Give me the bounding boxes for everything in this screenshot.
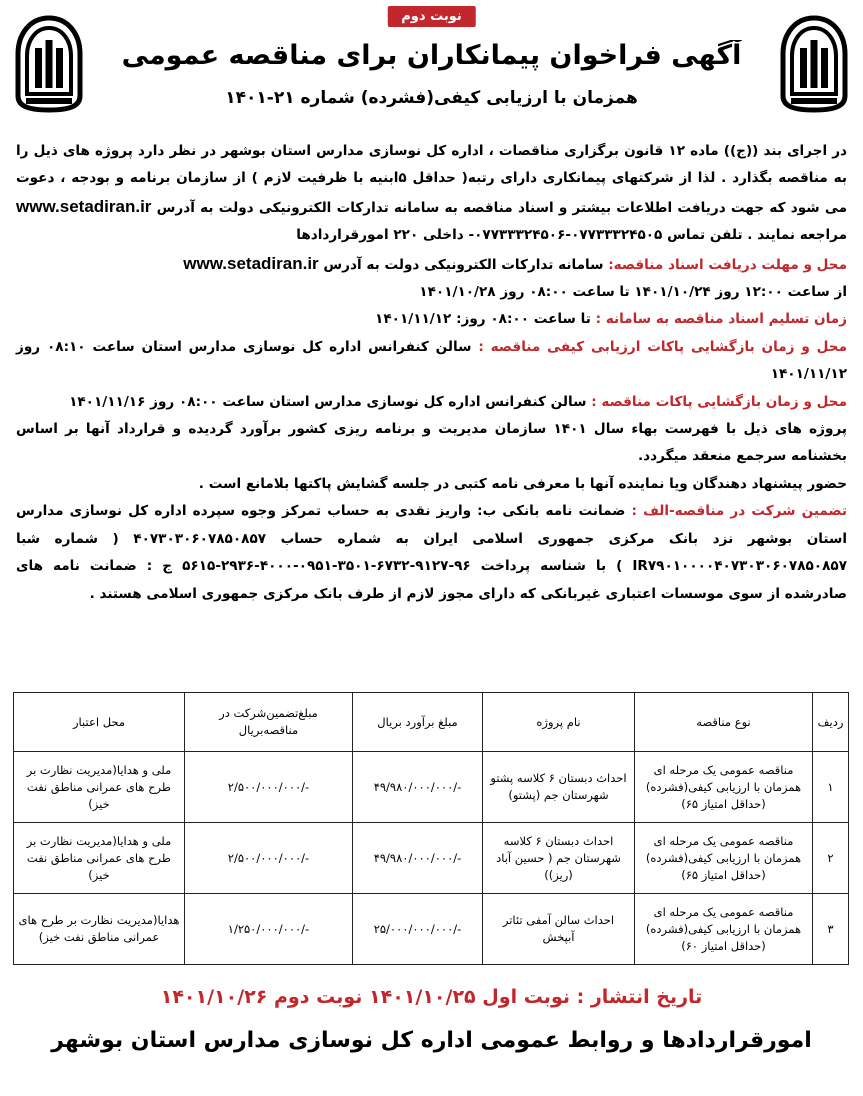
receive-url-link[interactable]: www.setadiran.ir [183, 253, 319, 273]
credit-source: ملی و هدایا(مدیریت نظارت بر طرح های عمرانی مناطق نفت خیز) [14, 752, 185, 823]
submit-paragraph [16, 306, 847, 333]
header-project-name: نام پروژه [483, 693, 635, 752]
organization-name: امورقراردادها و روابط عمومی اداره کل نوسازی مدارس استان بوشهر [51, 1028, 812, 1053]
receive-paragraph [16, 250, 847, 279]
organization-logo-right [777, 14, 851, 114]
opening-text: سالن کنفرانس اداره کل نوسازی مدارس استان ساعت ۰۸:۰۰ روز ۱۴۰۱/۱۱/۱۶ [69, 393, 587, 410]
guarantee-amount: ۲/۵۰۰/۰۰۰/۰۰۰/- [185, 752, 353, 823]
round-badge: نوبت دوم [387, 6, 475, 27]
credit-source: ملی و هدایا(مدیریت نظارت بر طرح های عمرانی مناطق نفت خیز) [14, 823, 185, 894]
row-number: ۲ [813, 823, 849, 894]
table-row [14, 894, 849, 965]
estimated-amount: ۴۹/۹۸۰/۰۰۰/۰۰۰/- [353, 752, 483, 823]
submit-label: زمان تسلیم اسناد مناقصه به سامانه : [595, 311, 847, 328]
guarantee-amount: ۲/۵۰۰/۰۰۰/۰۰۰/- [185, 823, 353, 894]
tender-type: مناقصه عمومی یک مرحله ای همزمان با ارزیابی کیفی(فشرده) (حداقل امتیاز ۶۵) [635, 752, 813, 823]
header-credit-source: محل اعتبار [14, 693, 185, 752]
publish-date: تاریخ انتشار : نوبت اول ۱۴۰۱/۱۰/۲۵ نوبت دوم ۱۴۰۱/۱۰/۲۶ [160, 986, 703, 1008]
header-guarantee-amount: مبلغ‌تضمین‌شرکت در مناقصه‌بریال [185, 693, 353, 752]
attendance-paragraph: حضور پیشنهاد دهندگان ویا نماینده آنها با معرفی نامه کتبی در جلسه گشایش پاکتها بلامانع است . [198, 475, 847, 492]
tender-type: مناقصه عمومی یک مرحله ای همزمان با ارزیابی کیفی(فشرده) (حداقل امتیاز ۶۰) [635, 894, 813, 965]
quality-label: محل و زمان بازگشایی پاکات ارزیابی کیفی مناقصه : [478, 338, 848, 355]
intro-paragraph [16, 138, 847, 250]
credit-source: هدایا(مدیریت نظارت بر طرح های عمرانی مناطق نفت خیز) [14, 894, 185, 965]
opening-label: محل و زمان بازگشایی پاکات مناقصه : [591, 393, 847, 410]
guarantee-text: ضمانت نامه بانکی ب: واریز نقدی به حساب تمرکز وجوه سپرده اداره کل نوسازی مدارس استان بوشهر نزد بانک مرکزی جمهوری اسلامی ایران به شماره حساب ۴۰۷۳۰۳۰۶۰۷۸۵۰۸۵۷ ( شماره شبا IR۷۹۰۱۰۰۰۰۴۰۷۳۰۳۰۶۰۷۸۵۰۸۵۷ ) با شناسه پرداخت ۹۶-۹۱۲۷-۶۷۳۲-۳۵۰۱-۰۹۵۱-۴۰۰۰-۲۹۳۶-۵۶۱۵ ج : ضمانت نامه های صادرشده از سوی موسسات اعتباری غیربانکی که دارای مجوز لازم از طرف بانک مرکزی جمهوری اسلامی هستند . [16, 503, 847, 602]
intro-text: در اجرای بند ((ج)) ماده ۱۲ قانون برگزاری مناقصات ، اداره کل نوسازی مدارس استان بوشهر در نظر دارد پروژه های ذیل را به مناقصه بگذارد . لذا از شرکتهای پیمانکاری دارای رتبه( حداقل ۵ابنیه با ظرفیت لازم ) از سازمان برنامه و بودجه ، دعوت می شود که جهت دریافت اطلاعات بیشتر و اسناد مناقصه به سامانه تدارکات الکترونیکی دولت به آدرس [16, 143, 848, 216]
price-list-paragraph: پروژه های ذیل با فهرست بهاء سال ۱۴۰۱ سازمان مدیریت و برنامه ریزی کشور برآورد گردیده و قرارداد آنها بر اساس بخشنامه سرجمع منعقد میگردد. [16, 421, 848, 465]
header-tender-type: نوع مناقصه [635, 693, 813, 752]
notice-subtitle: همزمان با ارزیابی کیفی(فشرده) شماره ۲۱-۱۴۰۱ [225, 88, 638, 108]
guarantee-paragraph [16, 498, 847, 608]
tender-type: مناقصه عمومی یک مرحله ای همزمان با ارزیابی کیفی(فشرده) (حداقل امتیاز ۶۵) [635, 823, 813, 894]
receive-time: از ساعت ۱۲:۰۰ روز ۱۴۰۱/۱۰/۲۴ تا ساعت ۰۸:۰۰ روز ۱۴۰۱/۱۰/۲۸ [419, 284, 847, 301]
organization-logo-left [12, 14, 86, 114]
intro-url-link[interactable]: www.setadiran.ir [16, 196, 152, 216]
intro-tail-text: مراجعه نمایند . تلفن تماس ۰۷۷۳۳۳۲۴۵۰۵-۰۷۷۳۳۳۲۴۵۰۶- داخلی ۲۲۰ امورقراردادها [296, 227, 847, 244]
project-name: احداث دبستان ۶ کلاسه شهرستان جم ( حسین آباد (ریز)) [483, 823, 635, 894]
estimated-amount: ۲۵/۰۰۰/۰۰۰/۰۰۰/- [353, 894, 483, 965]
header-row-number: ردیف [813, 693, 849, 752]
quality-paragraph [16, 334, 847, 389]
table-row [14, 752, 849, 823]
row-number: ۱ [813, 752, 849, 823]
notice-body [16, 138, 847, 608]
quality-text: سالن کنفرانس اداره کل نوسازی مدارس استان ساعت ۰۸:۱۰ روز ۱۴۰۱/۱۱/۱۲ [16, 338, 847, 383]
estimated-amount: ۴۹/۹۸۰/۰۰۰/۰۰۰/- [353, 823, 483, 894]
row-number: ۳ [813, 894, 849, 965]
table-header-row [14, 693, 849, 752]
receive-text: سامانه تدارکات الکترونیکی دولت به آدرس [323, 256, 604, 273]
notice-title: آگهی فراخوان پیمانکاران برای مناقصه عمومی [121, 40, 742, 71]
opening-paragraph [16, 389, 847, 416]
project-name: احداث سالن آمفی تئاتر آبپخش [483, 894, 635, 965]
header-estimated-amount: مبلغ برآورد بریال [353, 693, 483, 752]
table-row [14, 823, 849, 894]
guarantee-amount: ۱/۲۵۰/۰۰۰/۰۰۰/- [185, 894, 353, 965]
project-name: احداث دبستان ۶ کلاسه پشتو شهرستان جم (پشتو) [483, 752, 635, 823]
projects-table [13, 692, 849, 965]
guarantee-label: تضمین شرکت در مناقصه-الف : [631, 503, 848, 520]
receive-label: محل و مهلت دریافت اسناد مناقصه: [608, 256, 847, 273]
submit-text: تا ساعت ۰۸:۰۰ روز: ۱۴۰۱/۱۱/۱۲ [375, 311, 591, 328]
